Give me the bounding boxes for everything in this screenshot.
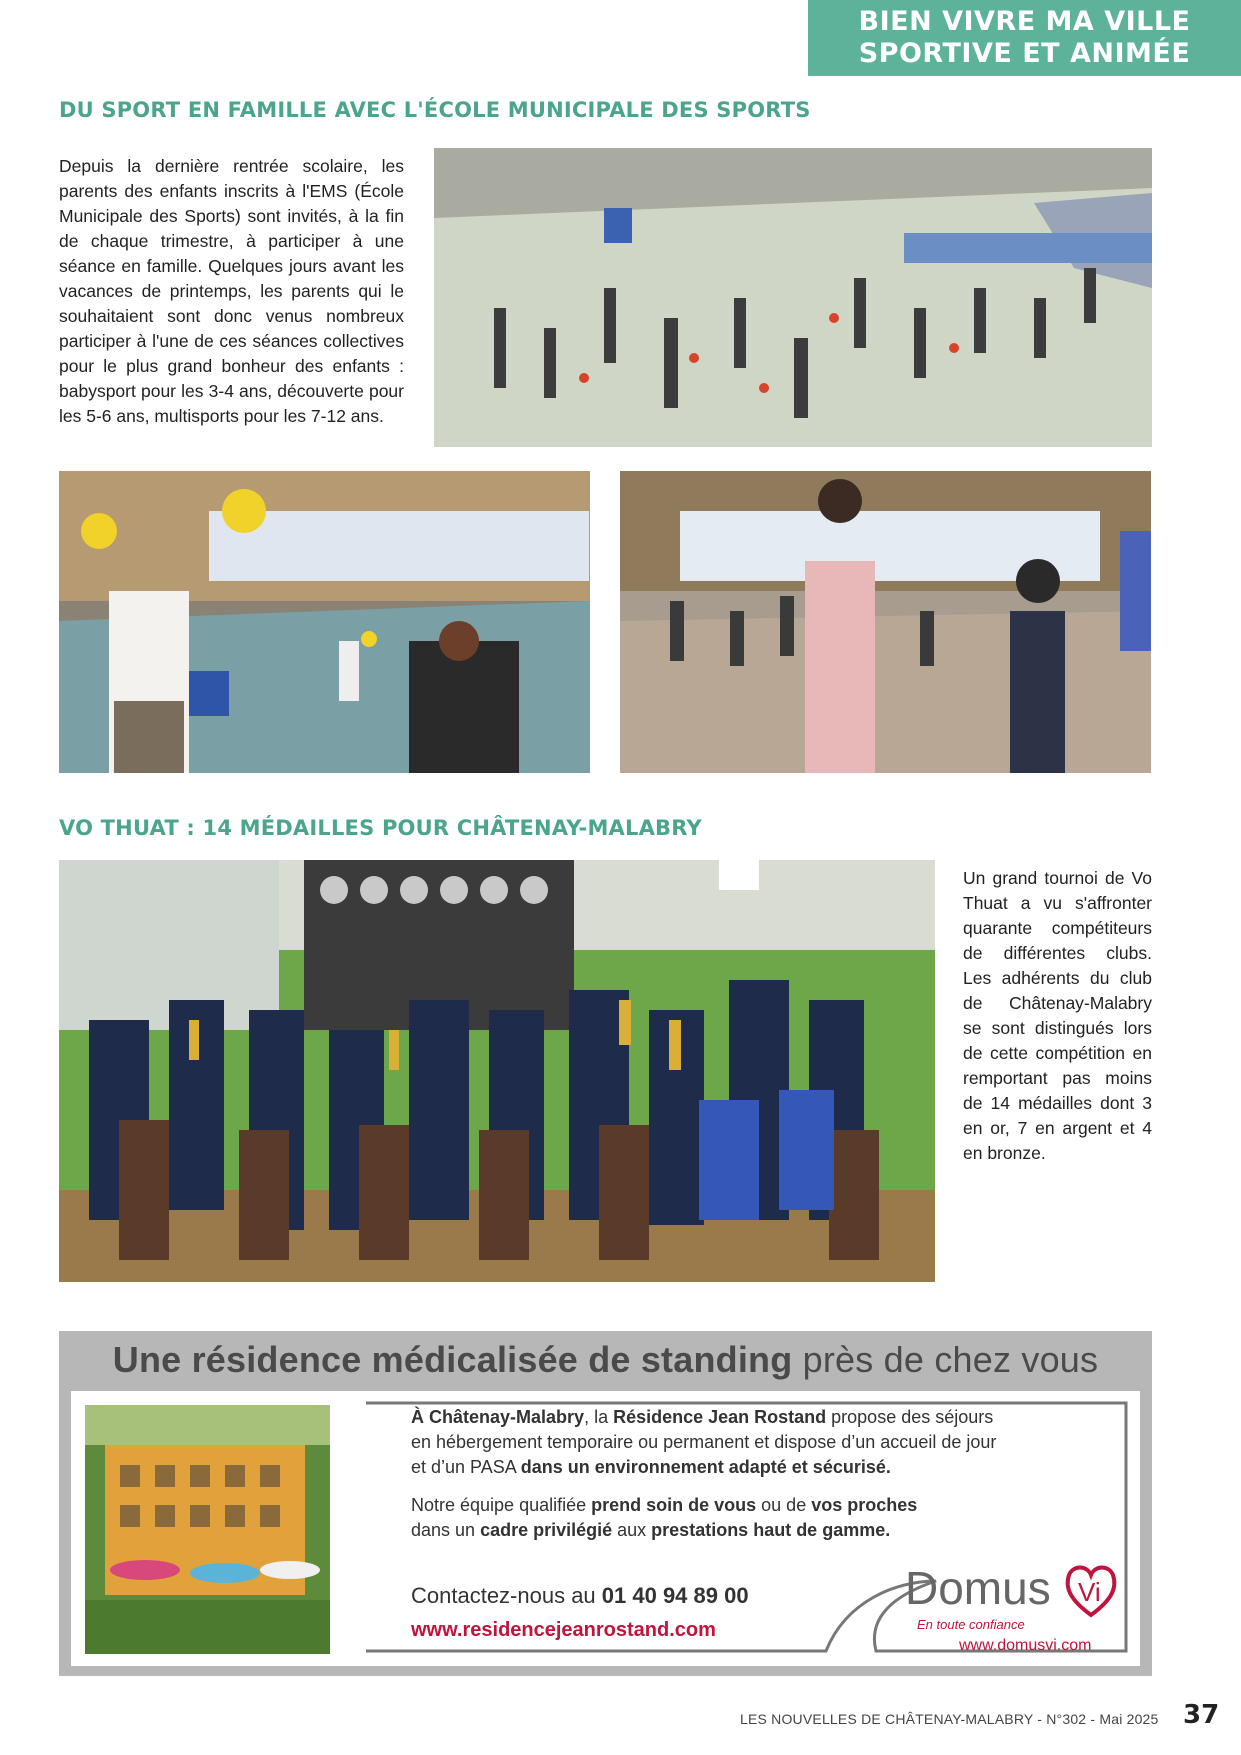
svg-text:Vi: Vi <box>1078 1577 1101 1607</box>
page-number: 37 <box>1183 1700 1220 1730</box>
children-running-photo <box>620 471 1151 773</box>
article-2-title: VO THUAT : 14 MÉDAILLES POUR CHÂTENAY-MALABRY <box>59 816 702 840</box>
ad-paragraph-1: À Châtenay-Malabry, la Résidence Jean Rostand propose des séjours en hébergement temporaire ou permanent et dispose d’un accueil de jour et d’un PASA dans un environnement adapté et sécurisé. <box>411 1407 997 1477</box>
publication-footer: LES NOUVELLES DE CHÂTENAY-MALABRY - N°302 - Mai 2025 <box>740 1711 1159 1727</box>
ad-title-light: près de chez vous <box>802 1339 1099 1380</box>
banner-line-2: SPORTIVE ET ANIMÉE <box>858 38 1191 69</box>
ad-panel <box>71 1391 1140 1666</box>
ad-contact: Contactez-nous au 01 40 94 89 00 <box>411 1583 749 1608</box>
ad-phone[interactable]: 01 40 94 89 00 <box>601 1583 749 1608</box>
section-banner <box>808 0 1241 76</box>
ad-title-bold: Une résidence médicalisée de standing <box>112 1339 793 1380</box>
ad-website-link[interactable]: www.residencejeanrostand.com <box>411 1619 716 1641</box>
logo-url[interactable]: www.domusvi.com <box>959 1637 1092 1654</box>
ad-paragraph-2: Notre équipe qualifiée prend soin de vous ou de vos proches dans un cadre privilégié aux prestations haut de gamme. <box>411 1495 918 1540</box>
domusvi-logo <box>905 1561 1135 1656</box>
article-1-title: DU SPORT EN FAMILLE AVEC L'ÉCOLE MUNICIPALE DES SPORTS <box>59 98 811 122</box>
article-2-text: Un grand tournoi de Vo Thuat a vu s'affronter quarante compétiteurs de différentes clubs. Les adhérents du club de Châtenay-Malabry se sont distingués lors de cette compétition en remportant pas moins de 14 médailles dont 3 en or, 7 en argent et 4 en bronze. <box>963 868 1152 1163</box>
heart-vi-icon <box>1063 1561 1119 1619</box>
logo-wordmark: Domus <box>905 1562 1051 1614</box>
logo-tagline: En toute confiance <box>917 1617 1025 1632</box>
article-1-text: Depuis la dernière rentrée scolaire, les parents des enfants inscrits à l'EMS (École Municipale des Sports) sont invités, à la fin de chaque trimestre, à participer à une séance en famille. Quelques jours avant les vacances de printemps, les parents qui le souhaitaient sont donc venus nombreux participer à l'une de ces séances collectives pour le plus grand bonheur des enfants : babysport pour les 3-4 ans, découverte pour les 5-6 ans, multisports pour les 7-12 ans. <box>59 156 404 426</box>
ad-title <box>59 1339 1152 1381</box>
advertisement <box>59 1331 1152 1676</box>
banner-line-1: BIEN VIVRE MA VILLE <box>858 6 1191 37</box>
vo-thuat-group-photo <box>59 860 935 1282</box>
gym-session-photo <box>434 148 1152 447</box>
ball-game-photo <box>59 471 590 773</box>
residence-photo <box>85 1405 330 1654</box>
